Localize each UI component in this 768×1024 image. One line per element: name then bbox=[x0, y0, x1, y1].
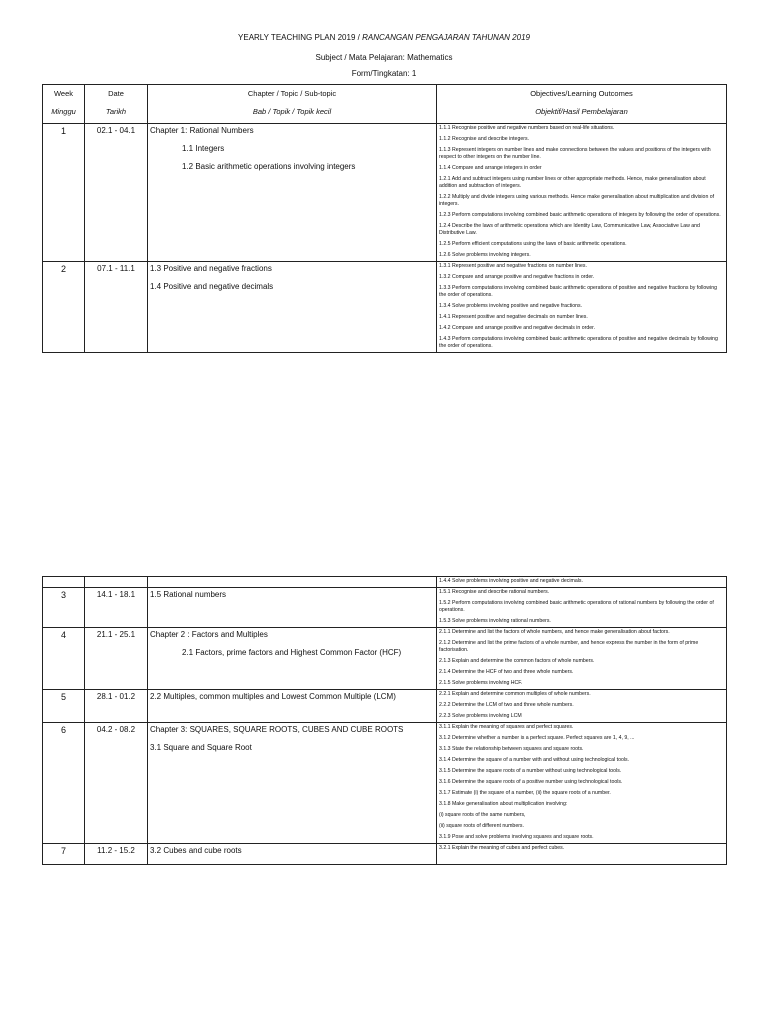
date-cell: 21.1 - 25.1 bbox=[85, 628, 148, 690]
objectives-cell bbox=[437, 690, 727, 723]
objective-item: 1.4.2 Compare and arrange positive and negative decimals in order. bbox=[439, 325, 596, 331]
col-header-objectives bbox=[437, 85, 727, 124]
topic-text: 2.1 Factors, prime factors and Highest Common Factor (HCF) bbox=[182, 648, 402, 657]
date-cell: 04.2 - 08.2 bbox=[85, 723, 148, 844]
week-cell: 4 bbox=[43, 628, 85, 690]
objective-item: 2.2.3 Solve problems involving LCM bbox=[439, 713, 522, 719]
objective-item: 1.2.3 Perform computations involving combined basic arithmetic operations of integers by following the order of operations. bbox=[439, 212, 721, 218]
objective-item: 3.1.2 Determine whether a number is a perfect square. Perfect squares are 1, 4, 9, ... bbox=[439, 735, 635, 741]
date-cell: 07.1 - 11.1 bbox=[85, 262, 148, 353]
plan-title bbox=[0, 33, 768, 43]
objectives-cell bbox=[437, 628, 727, 690]
objective-item: 1.5.1 Recognise and describe rational numbers. bbox=[439, 589, 550, 595]
date-cell: 02.1 - 04.1 bbox=[85, 124, 148, 262]
objectives-cell bbox=[437, 844, 727, 865]
week-cell: 2 bbox=[43, 262, 85, 353]
table-row bbox=[43, 723, 727, 844]
topic-cell bbox=[148, 844, 437, 865]
objective-item: 1.2.2 Multiply and divide integers using various methods. Hence make generalisation about multiplication and division of integers. bbox=[439, 194, 715, 207]
objective-item: 3.1.1 Explain the meaning of squares and perfect squares. bbox=[439, 724, 574, 730]
topic-cell bbox=[148, 577, 437, 588]
topic-cell bbox=[148, 628, 437, 690]
teaching-plan-table-1 bbox=[42, 84, 727, 353]
date-cell: 28.1 - 01.2 bbox=[85, 690, 148, 723]
objective-item: 2.1.5 Solve problems involving HCF. bbox=[439, 680, 523, 686]
table-row bbox=[43, 124, 727, 262]
topic-text: 1.5 Rational numbers bbox=[150, 590, 227, 599]
col-header-date bbox=[85, 85, 148, 124]
objective-item: 2.1.1 Determine and list the factors of whole numbers, and hence make generalisation about factors. bbox=[439, 629, 670, 635]
objective-item: 1.1.1 Recognise positive and negative numbers based on real-life situations. bbox=[439, 125, 615, 131]
col-header-label: Objectives/Learning Outcomes bbox=[530, 89, 633, 98]
topic-cell bbox=[148, 723, 437, 844]
col-header-label-malay: Tarikh bbox=[105, 107, 127, 116]
topic-text: 2.2 Multiples, common multiples and Lowest Common Multiple (LCM) bbox=[150, 692, 396, 701]
objective-item: 1.5.3 Solve problems involving rational numbers. bbox=[439, 618, 551, 624]
week-cell bbox=[43, 577, 85, 588]
objective-item: 3.2.1 Explain the meaning of cubes and perfect cubes. bbox=[439, 845, 565, 851]
topic-cell bbox=[148, 588, 437, 628]
date-cell: 14.1 - 18.1 bbox=[85, 588, 148, 628]
col-header-label: Week bbox=[53, 89, 74, 98]
objective-item: 3.1.3 State the relationship between squares and square roots. bbox=[439, 746, 584, 752]
table-row bbox=[43, 628, 727, 690]
objective-item: 1.2.4 Describe the laws of arithmetic operations which are Identity Law, Communicative Law, Associative Law and Distributive Law. bbox=[439, 223, 700, 236]
form-line: Form/Tingkatan: 1 bbox=[351, 69, 417, 78]
objective-item: 1.3.3 Perform computations involving combined basic arithmetic operations of positive and negative fractions by following the order of operations. bbox=[439, 285, 717, 298]
objectives-cell bbox=[437, 723, 727, 844]
week-cell: 7 bbox=[43, 844, 85, 865]
topic-text: 1.3 Positive and negative fractions bbox=[150, 264, 272, 273]
topic-text: 1.2 Basic arithmetic operations involving integers bbox=[182, 162, 356, 171]
week-cell: 5 bbox=[43, 690, 85, 723]
objective-item: 3.1.9 Pose and solve problems involving squares and square roots. bbox=[439, 834, 594, 840]
table-row bbox=[43, 577, 727, 588]
objective-item: 3.1.5 Determine the square roots of a number without using technological tools. bbox=[439, 768, 622, 774]
topic-text: Chapter 2 : Factors and Multiples bbox=[150, 630, 268, 639]
topic-text: 3.2 Cubes and cube roots bbox=[150, 846, 242, 855]
topic-cell bbox=[148, 262, 437, 353]
objective-item: 1.3.4 Solve problems involving positive and negative fractions. bbox=[439, 303, 583, 309]
objective-item: 1.5.2 Perform computations involving combined basic arithmetic operations of rational numbers by following the order of operations. bbox=[439, 600, 714, 613]
table-row bbox=[43, 588, 727, 628]
objective-item: 2.1.2 Determine and list the prime factors of a whole number, and hence express the number in the form of prime factorisation. bbox=[439, 640, 699, 653]
plan-title-text: YEARLY TEACHING PLAN 2019 / bbox=[238, 33, 363, 42]
objectives-cell bbox=[437, 588, 727, 628]
col-header-topic bbox=[148, 85, 437, 124]
table-row bbox=[43, 690, 727, 723]
topic-text: 3.1 Square and Square Root bbox=[150, 743, 252, 752]
objective-item: 2.2.1 Explain and determine common multiples of whole numbers. bbox=[439, 691, 591, 697]
objective-item: 1.1.3 Represent integers on number lines and make connections between the values and positions of the integers with respect to other integers on the number line. bbox=[439, 147, 711, 160]
objective-item: 3.1.7 Estimate (i) the square of a number, (ii) the square roots of a number. bbox=[439, 790, 611, 796]
objectives-cell bbox=[437, 262, 727, 353]
objective-item: 3.1.6 Determine the square roots of a positive number using technological tools. bbox=[439, 779, 623, 785]
objectives-cell bbox=[437, 124, 727, 262]
col-header-label-malay: Minggu bbox=[51, 107, 76, 116]
objective-item: 2.1.3 Explain and determine the common factors of whole numbers. bbox=[439, 658, 595, 664]
objective-item: 1.3.1 Represent positive and negative fractions on number lines. bbox=[439, 263, 587, 269]
topic-cell bbox=[148, 690, 437, 723]
col-header-label-malay: Objektif/Hasil Pembelajaran bbox=[535, 107, 628, 116]
objective-item: 1.4.4 Solve problems involving positive and negative decimals. bbox=[439, 578, 583, 584]
objective-item: 2.2.2 Determine the LCM of two and three whole numbers. bbox=[439, 702, 574, 708]
week-cell: 6 bbox=[43, 723, 85, 844]
date-cell bbox=[85, 577, 148, 588]
col-header-label-malay: Bab / Topik / Topik kecil bbox=[252, 107, 332, 116]
topic-text: 1.1 Integers bbox=[182, 144, 225, 153]
teaching-plan-table-2 bbox=[42, 576, 727, 865]
objective-item: (i) square roots of the same numbers, bbox=[439, 812, 526, 818]
objective-item: 2.1.4 Determine the HCF of two and three whole numbers. bbox=[439, 669, 574, 675]
objective-item: 1.4.1 Represent positive and negative decimals on number lines. bbox=[439, 314, 588, 320]
topic-text: Chapter 1: Rational Numbers bbox=[150, 126, 254, 135]
week-cell: 3 bbox=[43, 588, 85, 628]
objective-item: 1.4.3 Perform computations involving combined basic arithmetic operations of positive and negative decimals by following the order of operations. bbox=[439, 336, 718, 349]
topic-cell bbox=[148, 124, 437, 262]
topic-text: 1.4 Positive and negative decimals bbox=[150, 282, 274, 291]
date-cell: 11.2 - 15.2 bbox=[85, 844, 148, 865]
objective-item: 1.3.2 Compare and arrange positive and negative fractions in order. bbox=[439, 274, 595, 280]
plan-title-malay: RANCANGAN PENGAJARAN TAHUNAN 2019 bbox=[362, 33, 530, 42]
objective-item: 1.2.1 Add and subtract integers using number lines or other appropriate methods. Hence, make generalisation about addition and subtraction of integers. bbox=[439, 176, 706, 189]
week-cell: 1 bbox=[43, 124, 85, 262]
objectives-cell bbox=[437, 577, 727, 588]
objective-item: (ii) square roots of different numbers. bbox=[439, 823, 524, 829]
objective-item: 3.1.8 Make generalisation about multiplication involving: bbox=[439, 801, 568, 807]
objective-item: 1.2.6 Solve problems involving integers. bbox=[439, 252, 531, 258]
col-header-week bbox=[43, 85, 85, 124]
objective-item: 1.2.5 Perform efficient computations using the laws of basic arithmetic operations. bbox=[439, 241, 627, 247]
objective-item: 1.1.2 Recognise and describe integers. bbox=[439, 136, 529, 142]
table-row bbox=[43, 844, 727, 865]
topic-text: Chapter 3: SQUARES, SQUARE ROOTS, CUBES AND CUBE ROOTS bbox=[150, 725, 404, 734]
col-header-label: Date bbox=[108, 89, 124, 98]
objective-item: 3.1.4 Determine the square of a number with and without using technological tools. bbox=[439, 757, 630, 763]
col-header-label: Chapter / Topic / Sub-topic bbox=[247, 89, 337, 98]
subject-line: Subject / Mata Pelajaran: Mathematics bbox=[315, 53, 453, 62]
objective-item: 1.1.4 Compare and arrange integers in order bbox=[439, 165, 542, 171]
table-header-row bbox=[43, 85, 727, 124]
table-row bbox=[43, 262, 727, 353]
